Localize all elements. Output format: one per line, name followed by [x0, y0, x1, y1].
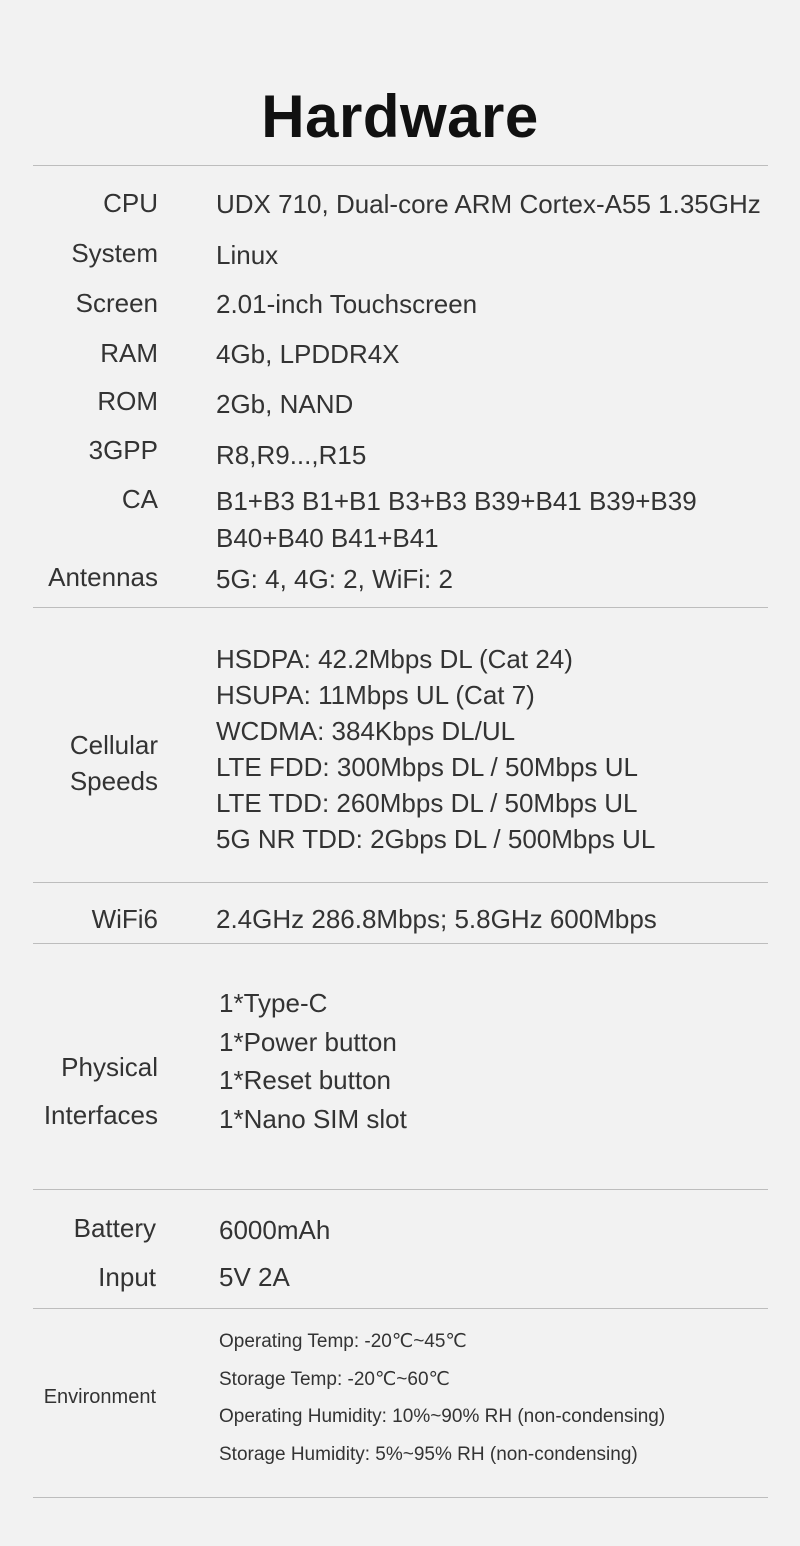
screen-value: 2.01-inch Touchscreen: [216, 289, 478, 319]
rom-label: ROM: [97, 386, 158, 416]
list-item: 1*Nano SIM slot: [219, 1103, 407, 1134]
battery-value: 6000mAh: [219, 1215, 331, 1245]
cpu-value: UDX 710, Dual-core ARM Cortex-A55 1.35GHz: [216, 189, 761, 219]
list-item: HSUPA: 11Mbps UL (Cat 7): [216, 680, 535, 710]
system-label: System: [71, 238, 158, 268]
list-item: Storage Temp: -20℃~60℃: [219, 1368, 450, 1390]
environment-list: [219, 1323, 665, 1473]
list-item: HSDPA: 42.2Mbps DL (Cat 24): [216, 644, 573, 674]
list-item: Operating Temp: -20℃~45℃: [219, 1331, 467, 1352]
environment-label: Environment: [43, 1386, 156, 1408]
divider: [33, 607, 768, 608]
divider: [33, 1308, 768, 1309]
divider: [33, 165, 768, 166]
ram-value: 4Gb, LPDDR4X: [216, 339, 400, 369]
list-item: 1*Reset button: [219, 1065, 392, 1095]
input-value: 5V 2A: [219, 1262, 290, 1292]
divider: [33, 1189, 768, 1190]
divider: [33, 943, 768, 944]
ram-label: RAM: [100, 338, 158, 368]
list-item: Operating Humidity: 10%~90% RH (non-condensing): [219, 1406, 666, 1427]
wifi-label: WiFi6: [91, 904, 158, 934]
divider: [33, 882, 768, 883]
physical-label-line: Physical: [61, 1052, 158, 1082]
cpu-label: CPU: [103, 188, 158, 218]
screen-label: Screen: [75, 288, 158, 318]
cellular-label-line: Cellular: [69, 730, 158, 760]
antennas-value: 5G: 4, 4G: 2, WiFi: 2: [216, 564, 453, 594]
ca-value: B1+B3 B1+B1 B3+B3 B39+B41 B39+B39 B40+B40 B41+B41: [216, 486, 697, 553]
list-item: Storage Humidity: 5%~95% RH (non-condensing): [219, 1443, 638, 1465]
list-item: LTE FDD: 300Mbps DL / 50Mbps UL: [216, 752, 638, 782]
3gpp-value: R8,R9...,R15: [216, 440, 367, 470]
battery-label: Battery: [73, 1213, 156, 1243]
antennas-label: Antennas: [48, 562, 158, 592]
cellular-speeds-list: [216, 641, 655, 857]
list-item: 5G NR TDD: 2Gbps DL / 500Mbps UL: [216, 824, 656, 854]
cellular-speeds-label: [70, 727, 158, 799]
list-item: 1*Type-C: [219, 988, 328, 1018]
cellular-label-line: Speeds: [69, 766, 158, 796]
list-item: 1*Power button: [219, 1026, 397, 1057]
list-item: LTE TDD: 260Mbps DL / 50Mbps UL: [216, 788, 638, 818]
rom-value: 2Gb, NAND: [216, 389, 354, 419]
physical-label-line: Interfaces: [43, 1100, 158, 1130]
input-label: Input: [98, 1262, 156, 1292]
page-title: Hardware: [261, 83, 539, 150]
list-item: WCDMA: 384Kbps DL/UL: [216, 716, 516, 746]
divider: [33, 1497, 768, 1498]
ca-label: CA: [121, 484, 158, 514]
physical-interfaces-label: [44, 1043, 158, 1139]
3gpp-label: 3GPP: [88, 435, 158, 465]
wifi-value: 2.4GHz 286.8Mbps; 5.8GHz 600Mbps: [216, 904, 657, 934]
physical-interfaces-list: [219, 984, 407, 1138]
system-value: Linux: [216, 240, 279, 270]
